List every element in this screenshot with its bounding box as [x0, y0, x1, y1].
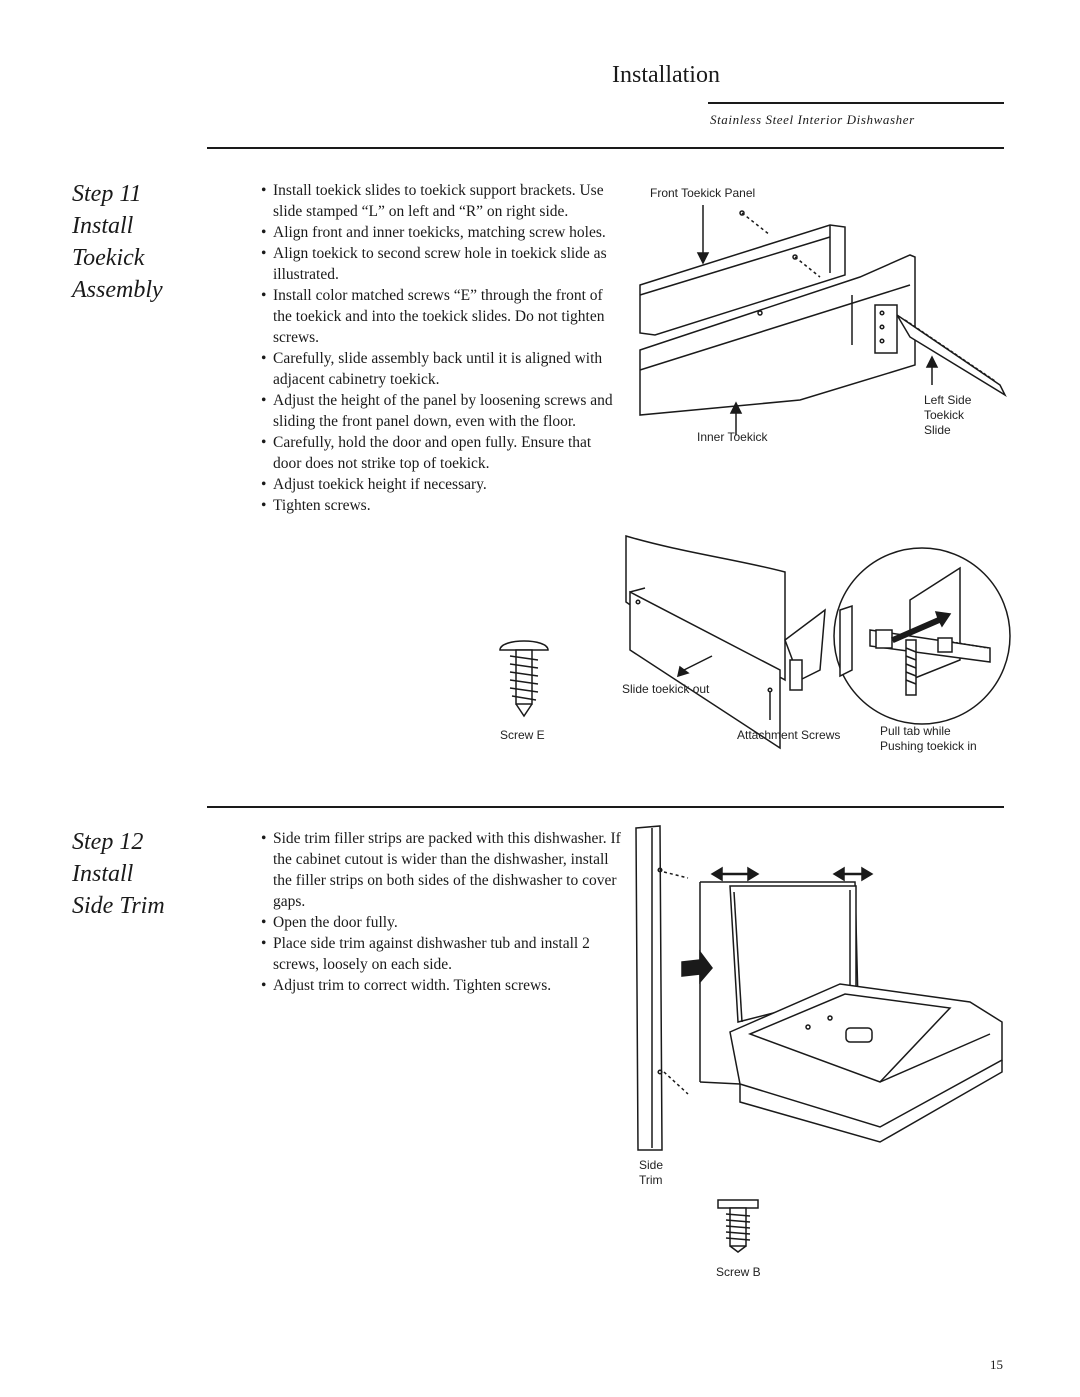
label-screw-b: Screw B: [716, 1265, 761, 1279]
step11-title-line: Assembly: [72, 277, 163, 303]
product-subtitle: Stainless Steel Interior Dishwasher: [710, 112, 915, 127]
label-attachment-screws: Attachment Screws: [737, 728, 841, 742]
label-line: Pull tab while: [880, 724, 951, 738]
label-line: Left Side: [924, 393, 972, 407]
page-number: 15: [990, 1357, 1003, 1372]
label-front-toekick-panel: Front Toekick Panel: [650, 186, 756, 200]
instruction-item: • Adjust trim to correct width. Tighten screws.: [259, 975, 623, 996]
label-inner-toekick: Inner Toekick: [697, 430, 768, 444]
screw-b-icon: [714, 1198, 762, 1254]
label-line: Slide: [924, 423, 951, 437]
side-trim-illustration: [630, 822, 1010, 1152]
instruction-item: • Carefully, slide assembly back until it is aligned with adjacent cabinetry toekick.: [259, 348, 623, 390]
label-side-trim: [639, 1158, 663, 1188]
label-pull-tab: [880, 724, 977, 754]
instruction-item: • Adjust the height of the panel by loosening screws and sliding the front panel down, even with the floor.: [259, 390, 623, 432]
step11-title-line: Toekick: [72, 245, 145, 271]
instruction-item: • Tighten screws.: [259, 495, 623, 516]
screw-e-icon: [496, 636, 552, 720]
step12-title-line: Install: [72, 861, 134, 887]
header-rule: [708, 102, 1004, 104]
instruction-item: • Align front and inner toekicks, matching screw holes.: [259, 222, 623, 243]
instruction-item: • Side trim filler strips are packed with this dishwasher. If the cabinet cutout is wider than the dishwasher, install the filler strips on both sides of the dishwasher to cover gaps.: [259, 828, 623, 912]
step12-title: [72, 826, 165, 922]
section-divider-step11: [207, 147, 1004, 149]
instruction-item: • Install color matched screws “E” through the front of the toekick and into the toekick slides. Do not tighten screws.: [259, 285, 623, 348]
label-screw-e: Screw E: [500, 728, 545, 742]
label-line: Trim: [639, 1173, 663, 1187]
step12-title-line: Step 12: [72, 829, 144, 855]
section-divider-step12: [207, 806, 1004, 808]
instruction-item: • Adjust toekick height if necessary.: [259, 474, 623, 495]
step12-instructions: [259, 828, 623, 996]
label-line: Side: [639, 1158, 664, 1172]
step11-instructions: [259, 180, 623, 516]
page-section-title: Installation: [612, 62, 720, 88]
instruction-item: • Place side trim against dishwasher tub and install 2 screws, loosely on each side.: [259, 933, 623, 975]
label-slide-toekick-out: Slide toekick out: [622, 682, 710, 696]
label-left-side-toekick-slide: [924, 393, 971, 438]
toekick-slide-out-illustration: [620, 530, 1010, 740]
instruction-item: • Align toekick to second screw hole in toekick slide as illustrated.: [259, 243, 623, 285]
instruction-item: • Carefully, hold the door and open fully. Ensure that door does not strike top of toekick.: [259, 432, 623, 474]
step11-title-line: Step 11: [72, 181, 142, 207]
instruction-item: • Install toekick slides to toekick support brackets. Use slide stamped “L” on left and “R” on right side.: [259, 180, 623, 222]
instruction-item: • Open the door fully.: [259, 912, 623, 933]
label-line: Toekick: [924, 408, 965, 422]
step11-title: [72, 178, 163, 306]
label-line: Pushing toekick in: [880, 739, 977, 753]
step12-title-line: Side Trim: [72, 893, 165, 919]
step11-title-line: Install: [72, 213, 134, 239]
